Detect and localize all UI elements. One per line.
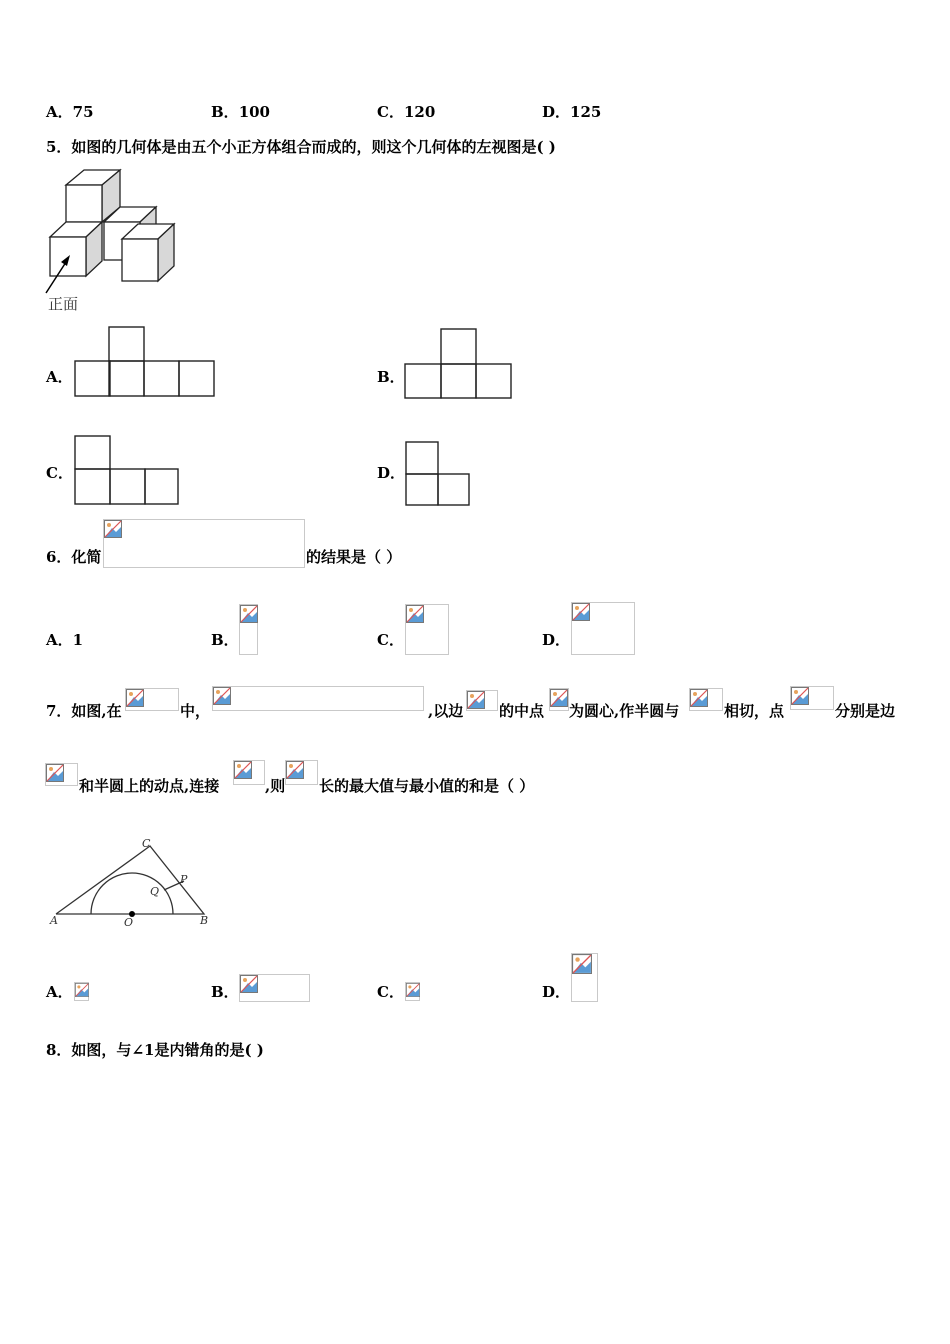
q5-option-a-figure: [73, 325, 217, 399]
q6-option-d-label: D．: [542, 631, 571, 649]
broken-image-icon: [240, 605, 258, 623]
q7-length-image: [285, 760, 318, 785]
q7-seg4: 的中点: [499, 702, 545, 720]
broken-image-icon: [240, 975, 258, 993]
q7-seg9: ,则: [265, 777, 286, 795]
broken-image-icon: [791, 687, 809, 705]
q7-seg8: 和半圆上的动点,连接: [79, 777, 220, 795]
q7-points-image: [790, 686, 834, 710]
q7-option-c-label: C．: [377, 983, 404, 1001]
q8-stem: 8．如图，与∠1是内错角的是( ): [46, 1041, 264, 1059]
broken-image-icon: [46, 764, 64, 782]
q7-midpoint-image: [549, 688, 569, 711]
q6-expression-image: [103, 519, 305, 568]
q7-option-b-image: [239, 974, 310, 1002]
broken-image-icon: [690, 689, 708, 707]
q7-option-d-label: D．: [542, 983, 571, 1001]
broken-image-icon: [406, 605, 424, 623]
q7-option-c-image: [405, 982, 420, 1001]
label-c: C: [142, 837, 151, 850]
q7-connect-image: [233, 760, 265, 785]
q7-seg7: 分别是边: [835, 702, 896, 720]
broken-image-icon: [467, 691, 485, 709]
broken-image-icon: [572, 954, 592, 974]
q7-option-b-label: B．: [211, 983, 239, 1001]
broken-image-icon: [126, 689, 144, 707]
q7-seg5: 为圆心,作半圆与: [569, 702, 680, 720]
q5-option-d-label: D．: [377, 464, 406, 482]
label-a: A: [50, 914, 58, 927]
q4-option-a: A．75: [46, 103, 94, 121]
q6-option-d-image: [571, 602, 635, 655]
broken-image-icon: [550, 689, 568, 707]
label-o: O: [124, 916, 134, 929]
q5-option-a-label: A．: [46, 368, 73, 386]
q7-seg2: 中，: [180, 702, 211, 720]
q6-number: 6．化简: [46, 548, 102, 566]
q4-option-b: B．100: [211, 103, 270, 121]
label-p: P: [180, 873, 188, 886]
q5-cube-figure: [44, 165, 179, 315]
q7-triangle-figure: [44, 830, 219, 935]
broken-image-icon: [286, 761, 304, 779]
q6-option-c-label: C．: [377, 631, 404, 649]
q7-condition-image: [212, 686, 424, 711]
q7-option-d-image: [571, 953, 598, 1002]
q5-option-c-label: C．: [46, 464, 73, 482]
broken-image-icon: [234, 761, 252, 779]
label-b: B: [200, 914, 209, 927]
q7-edge-image: [45, 763, 78, 786]
broken-image-icon: [406, 983, 420, 997]
q5-option-d-figure: [404, 440, 472, 508]
q7-seg1: 7．如图,在: [46, 702, 122, 720]
q7-seg3: ,以边: [428, 702, 464, 720]
q5-option-b-label: B．: [377, 368, 405, 386]
q6-option-b-image: [239, 604, 258, 655]
q6-tail: 的结果是（ ）: [306, 548, 402, 566]
q5-stem: 5．如图的几何体是由五个小正方体组合而成的，则这个几何体的左视图是( ): [46, 138, 556, 156]
q7-option-a-image: [74, 982, 89, 1001]
q4-option-d: D．125: [542, 103, 602, 121]
broken-image-icon: [75, 983, 89, 997]
q6-option-a: A．1: [46, 631, 84, 649]
q7-tangent-image: [689, 688, 723, 711]
q5-option-c-figure: [73, 434, 181, 508]
front-label: 正面: [48, 295, 79, 313]
label-q: Q: [150, 885, 160, 898]
q6-option-c-image: [405, 604, 449, 655]
broken-image-icon: [213, 687, 231, 705]
q7-side-image: [466, 690, 498, 711]
q7-option-a-label: A．: [46, 983, 73, 1001]
q7-triangle-image: [125, 688, 179, 711]
q7-seg10: 长的最大值与最小值的和是（ ）: [319, 777, 535, 795]
broken-image-icon: [572, 603, 590, 621]
q7-seg6: 相切，点: [724, 702, 785, 720]
q6-option-b-label: B．: [211, 631, 239, 649]
q4-option-c: C．120: [377, 103, 436, 121]
broken-image-icon: [104, 520, 122, 538]
q5-option-b-figure: [403, 327, 513, 401]
